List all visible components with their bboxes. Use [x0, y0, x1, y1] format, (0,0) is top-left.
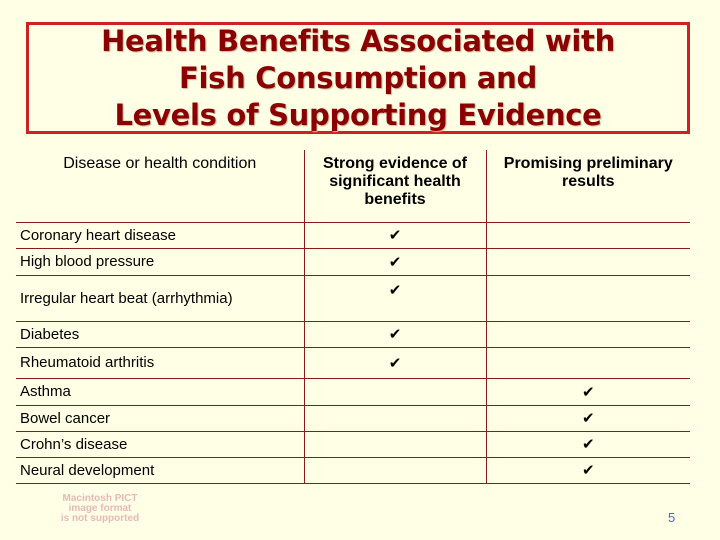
header-condition: Disease or health condition — [16, 150, 304, 222]
placeholder-line: Macintosh PICT — [62, 493, 138, 504]
condition-cell: Coronary heart disease — [16, 222, 304, 248]
title-line-3: Levels of Supporting Evidence — [114, 97, 602, 132]
title-box — [26, 22, 690, 134]
table-row — [16, 321, 690, 347]
header-strong-evidence: Strong evidence of significant health benefits — [304, 150, 486, 222]
empty-cell — [486, 347, 690, 378]
condition-cell: Bowel cancer — [16, 405, 304, 431]
table-row — [16, 457, 690, 483]
empty-cell — [486, 275, 690, 321]
title-line-2: Fish Consumption and — [179, 60, 537, 95]
check-icon: ✔ — [304, 222, 486, 248]
empty-cell — [304, 378, 486, 405]
condition-cell: High blood pressure — [16, 248, 304, 275]
table-row — [16, 347, 690, 378]
condition-cell: Neural development — [16, 457, 304, 483]
empty-cell — [304, 405, 486, 431]
condition-cell: Rheumatoid arthritis — [16, 347, 304, 378]
condition-cell: Crohn’s disease — [16, 431, 304, 457]
check-icon: ✔ — [486, 457, 690, 483]
check-icon: ✔ — [304, 275, 486, 321]
condition-cell: Diabetes — [16, 321, 304, 347]
check-icon: ✔ — [486, 405, 690, 431]
condition-cell: Irregular heart beat (arrhythmia) — [16, 275, 304, 321]
empty-cell — [304, 431, 486, 457]
placeholder-line: is not supported — [60, 513, 140, 524]
table-row — [16, 405, 690, 431]
condition-cell: Asthma — [16, 378, 304, 405]
empty-cell — [486, 222, 690, 248]
title-line-1: Health Benefits Associated with — [101, 23, 615, 58]
table-row — [16, 275, 690, 321]
check-icon: ✔ — [304, 321, 486, 347]
table-row — [16, 248, 690, 275]
check-icon: ✔ — [486, 378, 690, 405]
unsupported-image-placeholder — [30, 493, 170, 524]
table-row — [16, 378, 690, 405]
table-row — [16, 431, 690, 457]
check-icon: ✔ — [304, 347, 486, 378]
page-number: 5 — [668, 510, 676, 525]
empty-cell — [486, 321, 690, 347]
evidence-table — [16, 150, 690, 484]
table-row — [16, 222, 690, 248]
placeholder-line: image format — [68, 503, 132, 514]
empty-cell — [486, 248, 690, 275]
check-icon: ✔ — [304, 248, 486, 275]
empty-cell — [304, 457, 486, 483]
check-icon: ✔ — [486, 431, 690, 457]
header-promising-results: Promising preliminary results — [486, 150, 690, 222]
